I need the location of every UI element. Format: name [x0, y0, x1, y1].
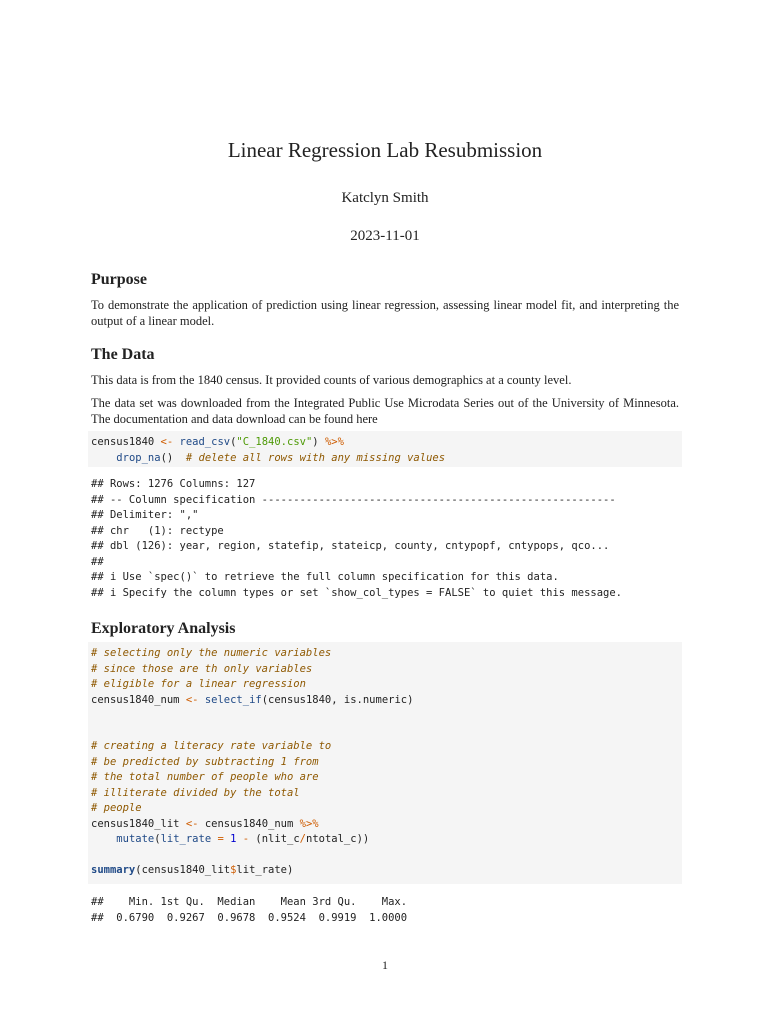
- code-token: [91, 452, 116, 464]
- code-blank-line: [91, 724, 679, 740]
- code-token: [91, 833, 116, 845]
- output-line: ##: [91, 555, 104, 568]
- code-line: [91, 817, 679, 833]
- code-block-read-csv: [88, 431, 682, 467]
- code-block-exploratory: [88, 642, 682, 884]
- code-blank-line: [91, 848, 679, 864]
- code-token: (: [230, 436, 237, 448]
- code-comment: # be predicted by subtracting 1 from: [91, 755, 319, 768]
- code-token: read_csv: [179, 436, 231, 448]
- code-comment: # people: [91, 802, 142, 814]
- code-token: "C_1840.csv": [236, 436, 313, 448]
- code-token: (: [154, 833, 161, 845]
- code-token: ntotal_c)): [306, 833, 370, 845]
- code-token: census1840_lit: [91, 817, 180, 830]
- output-line: ## i Specify the column types or set `show_col_types = FALSE` to quiet this message.: [91, 586, 623, 599]
- document-title: Linear Regression Lab Resubmission: [227, 138, 543, 162]
- code-token: %>%: [299, 817, 319, 830]
- data-paragraph-1: This data is from the 1840 census. It provided counts of various demographics at a county level.: [91, 373, 572, 387]
- section-heading-data: The Data: [91, 346, 155, 363]
- output-line: ## i Use `spec()` to retrieve the full column specification for this data.: [91, 571, 559, 583]
- code-token: -: [236, 833, 256, 845]
- code-comment: # creating a literacy rate variable to: [91, 740, 332, 752]
- code-token: census1840: [91, 436, 155, 448]
- page-number: 1: [382, 958, 388, 972]
- code-line: [91, 435, 679, 451]
- output-line: ## Delimiter: ",": [91, 509, 199, 521]
- document-date: 2023-11-01: [350, 228, 420, 244]
- code-token: 1: [230, 833, 237, 845]
- code-comment: # eligible for a linear regression: [91, 678, 306, 690]
- document-author: Katclyn Smith: [341, 190, 429, 206]
- code-line: [91, 451, 679, 467]
- code-line: [91, 832, 679, 848]
- data-paragraph-2: The data set was downloaded from the Integrated Public Use Microdata Series out of the University of Minnesota. The documentation and data download can be found here: [91, 396, 679, 426]
- output-block-summary: [91, 895, 407, 926]
- code-token: (census1840_lit: [135, 864, 231, 876]
- output-block-read-csv: [91, 477, 622, 601]
- code-blank-line: [91, 708, 679, 724]
- code-token: # delete all rows with any missing values: [185, 451, 446, 464]
- output-line: ## Min. 1st Qu. Median Mean 3rd Qu. Max.: [91, 896, 408, 908]
- code-token: mutate: [116, 833, 155, 845]
- code-line: [91, 693, 679, 709]
- output-line: ## 0.6790 0.9267 0.9678 0.9524 0.9919 1.0000: [91, 911, 408, 924]
- code-comment: # the total number of people who are: [91, 771, 319, 783]
- code-token: =: [211, 833, 231, 845]
- purpose-paragraph: To demonstrate the application of prediction using linear regression, assessing linear model fit, and interpreting the output of a linear model.: [91, 298, 679, 328]
- code-token: select_if: [204, 693, 262, 706]
- output-line: ## Rows: 1276 Columns: 127: [91, 478, 256, 490]
- section-heading-exploratory: Exploratory Analysis: [91, 620, 236, 637]
- code-token: <-: [179, 817, 205, 830]
- code-token: $: [230, 864, 237, 876]
- output-line: ## dbl (126): year, region, statefip, stateicp, county, cntypopf, cntypops, qco...: [91, 540, 610, 552]
- code-token: census1840_num: [204, 817, 300, 830]
- code-comment: # selecting only the numeric variables: [91, 647, 332, 659]
- code-token: <-: [154, 436, 180, 448]
- code-comment: # illiterate divided by the total: [91, 786, 300, 799]
- code-comment: # since those are th only variables: [91, 662, 313, 675]
- output-line: ## -- Column specification --------------------------------------------------------: [91, 493, 616, 506]
- code-token: lit_rate: [160, 833, 212, 845]
- code-line: [91, 863, 679, 879]
- section-heading-purpose: Purpose: [91, 271, 147, 288]
- output-line: ## chr (1): rectype: [91, 524, 224, 537]
- code-token: summary: [91, 864, 136, 876]
- code-token: (nlit_c: [255, 833, 300, 845]
- code-token: (census1840, is.numeric): [261, 693, 414, 706]
- code-token: ): [312, 436, 325, 448]
- code-token: census1840_num: [91, 693, 180, 706]
- code-token: lit_rate): [236, 864, 294, 876]
- code-token: /: [299, 833, 306, 845]
- code-token: (): [160, 451, 186, 464]
- code-token: drop_na: [116, 451, 161, 464]
- code-token: %>%: [324, 436, 344, 448]
- code-token: <-: [179, 693, 205, 706]
